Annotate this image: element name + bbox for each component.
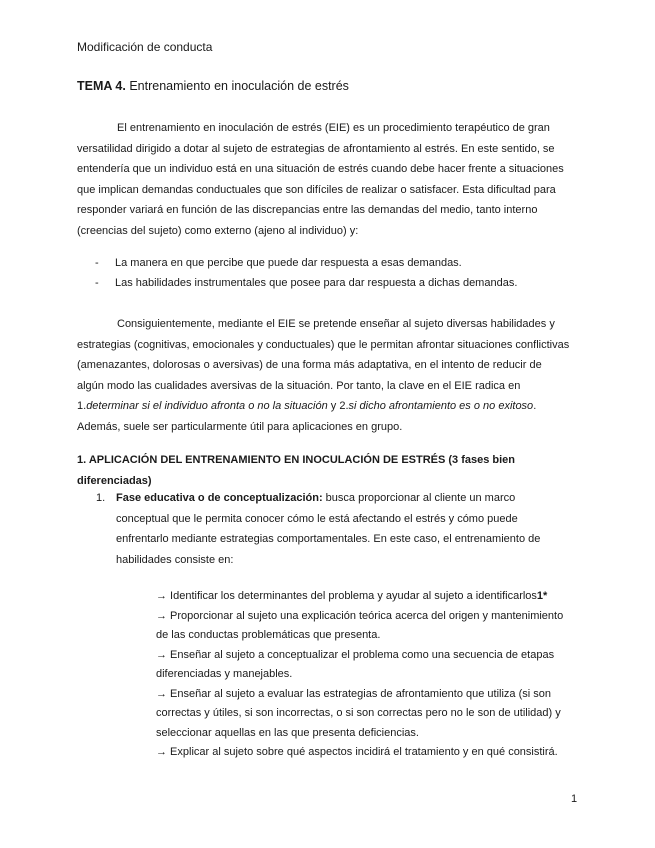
para-line: algún modo las cualidades aversivas de la situación. Por tanto, la clave en el EIE radica en (77, 379, 521, 392)
intro-line: versatilidad dirigido a dotar al sujeto de estrategias de afrontamiento al estrés. En este sentido, se (77, 142, 555, 155)
phase-line: conceptual que le permita conocer cómo le está afectando el estrés y cómo puede (116, 512, 518, 525)
page-number: 1 (571, 793, 578, 805)
intro-line: El entrenamiento en inoculación de estrés (EIE) es un procedimiento terapéutico de gran (117, 122, 550, 134)
bullet-marker: - (95, 277, 99, 289)
step-item: → Explicar al sujeto sobre qué aspectos incidirá el tratamiento y en qué consistirá. (156, 746, 558, 758)
bullet-item (95, 257, 462, 269)
step-item (156, 587, 563, 607)
intro-line: responder variará en función de las discrepancias entre las demandas del medio, tanto interno (77, 204, 538, 216)
bullet-item (95, 277, 517, 289)
intro-line: entendería que un individuo está en una situación de estrés cuando debe hacer frente a situaciones (77, 163, 564, 175)
section-heading (77, 450, 515, 492)
step-text: → Identificar los determinantes del problema y ayudar al sujeto a identificarlos (156, 590, 537, 602)
step-line: correctas y útiles, si son incorrectas, o si son correctas pero no le son de utilidad) y (156, 707, 561, 719)
para-line (77, 396, 577, 417)
chapter-title (77, 79, 349, 93)
phase-line: enfrentarlo mediante estrategias comportamentales. En este caso, el entrenamiento de (116, 533, 541, 545)
phase-line: habilidades consiste en: (116, 553, 234, 566)
line-mid: y 2. (327, 400, 349, 412)
italic-phrase-1: determinar si el individuo afronta o no la situación (86, 400, 328, 412)
para-line: Consiguientemente, mediante el EIE se pretende enseñar al sujeto diversas habilidades y (117, 318, 555, 330)
step-item: → Enseñar al sujeto a conceptualizar el problema como una secuencia de etapas (156, 648, 555, 661)
intro-line: (creencias del sujeto) como externo (ajeno al individuo) y: (77, 224, 359, 237)
line-prefix: 1. (77, 400, 87, 412)
phase-title: Fase educativa o de conceptualización: (116, 492, 323, 504)
step-item: → Proporcionar al sujeto una explicación teórica acerca del origen y mantenimiento (156, 609, 564, 622)
italic-phrase-2: si dicho afrontamiento es o no exitoso (348, 400, 534, 412)
step-line: diferenciadas y manejables. (156, 668, 293, 680)
intro-paragraph (77, 118, 577, 241)
step-line: de las conductas problemáticas que presenta. (156, 629, 381, 641)
footnote-mark: 1* (536, 590, 548, 602)
section-heading-line: diferenciadas) (77, 475, 152, 487)
bullet-text: La manera en que percibe que puede dar respuesta a esas demandas. (115, 257, 462, 269)
section-heading-line: 1. APLICACIÓN DEL ENTRENAMIENTO EN INOCULACIÓN DE ESTRÉS (3 fases bien (77, 454, 516, 466)
step-item: → Enseñar al sujeto a evaluar las estrategias de afrontamiento que utiliza (si son (156, 687, 551, 700)
phase-first-line (96, 488, 540, 509)
para-line: Además, suele ser particularmente útil para aplicaciones en grupo. (77, 420, 403, 433)
phase-item (96, 488, 540, 570)
chapter-label: TEMA 4. (77, 79, 126, 93)
para-line: estrategias (cognitivas, emocionales y conductuales) que le permitan afrontar situaciones conflictivas (77, 338, 570, 351)
bullet-marker: - (95, 257, 99, 269)
line-suffix: . (533, 400, 537, 412)
para-line: (amenazantes, dolorosas o aversivas) de una forma más adaptativa, en el intento de reducir de (77, 359, 542, 371)
intro-line: que implican demandas conductuales que son difíciles de realizar o satisfacer. Esta dificultad para (77, 183, 556, 196)
bullet-text: Las habilidades instrumentales que posee para dar respuesta a dichas demandas. (115, 277, 518, 289)
step-line: seleccionar aquellas en las que presenta deficiencias. (156, 726, 419, 739)
phase-number: 1. (96, 492, 106, 504)
phase-desc: busca proporcionar al cliente un marco (322, 492, 516, 504)
second-paragraph (77, 314, 577, 437)
running-header: Modificación de conducta (77, 40, 213, 54)
steps-list (156, 587, 563, 763)
chapter-name: Entrenamiento en inoculación de estrés (125, 79, 349, 93)
